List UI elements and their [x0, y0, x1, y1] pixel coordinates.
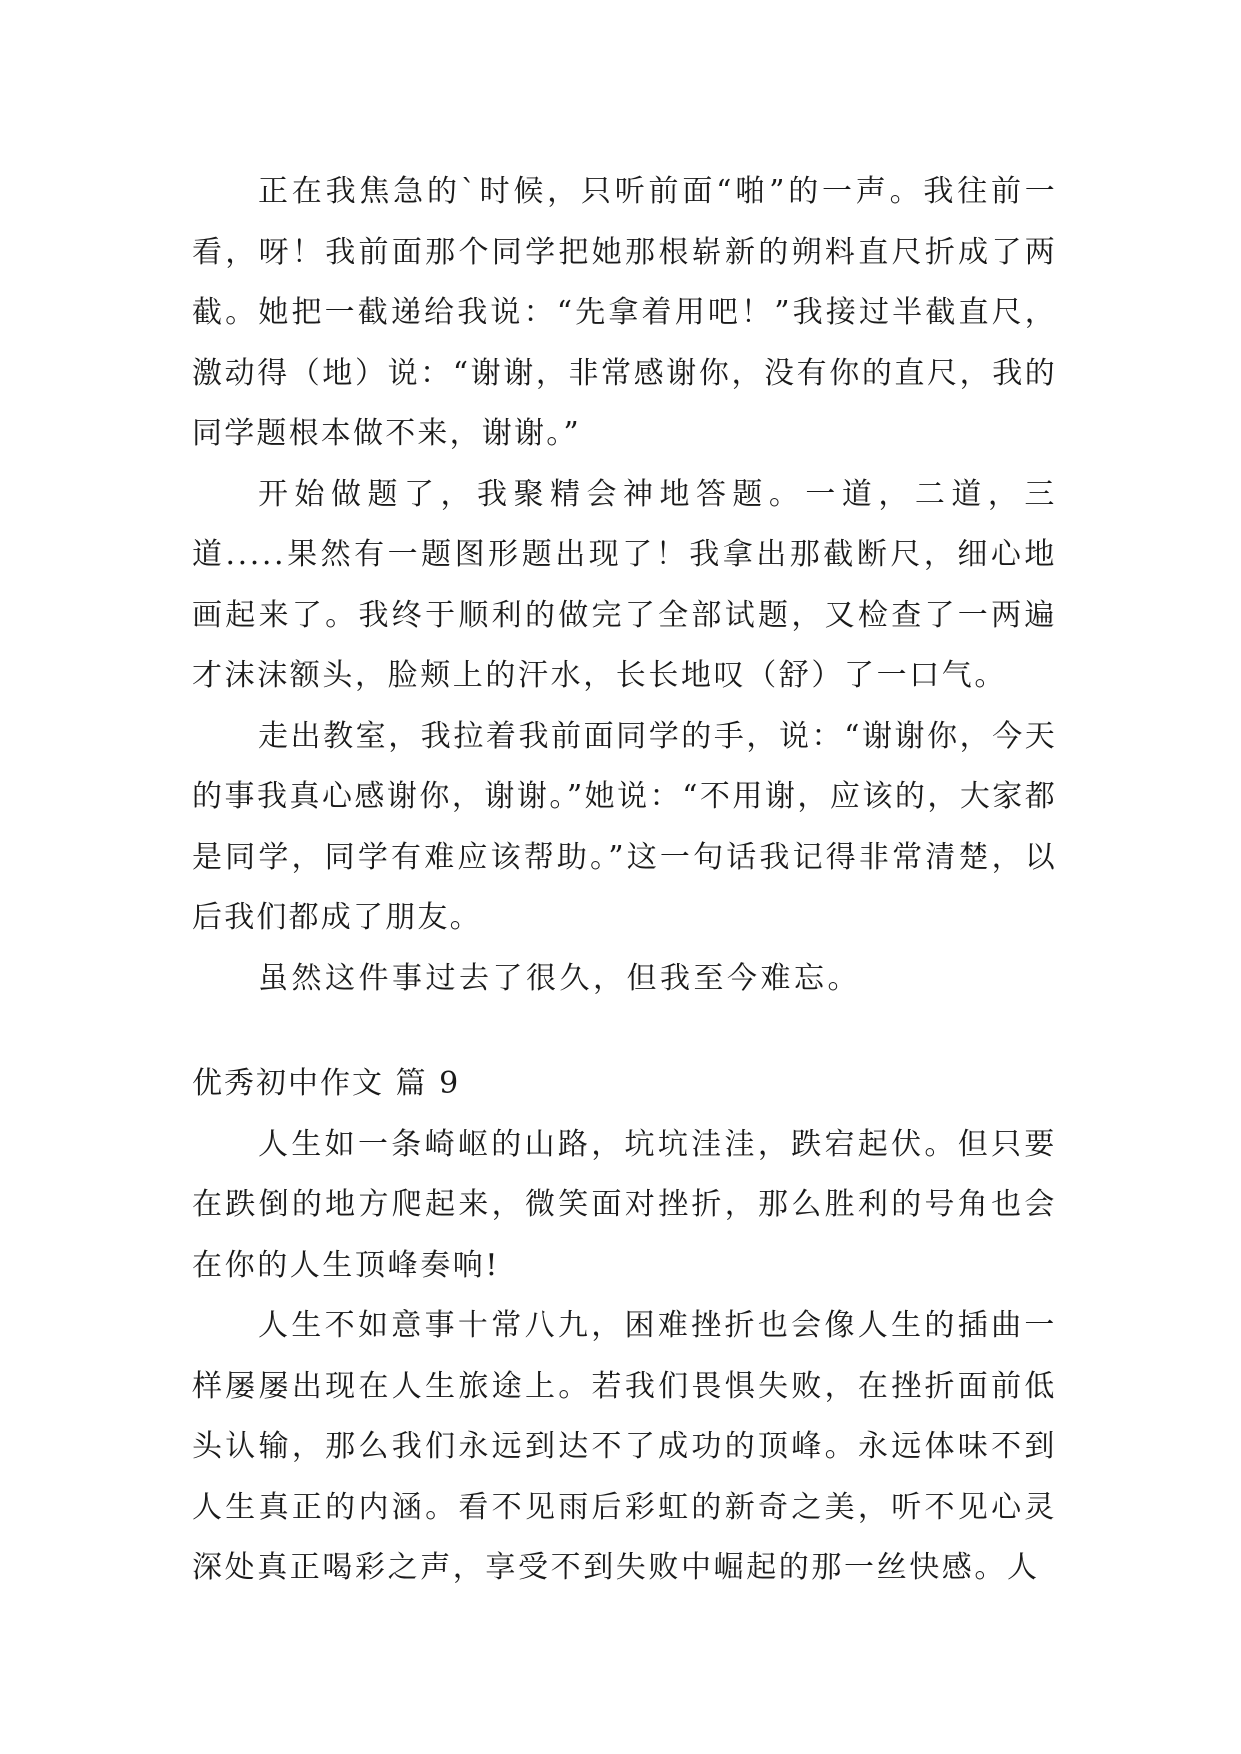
- section-gap: [192, 1009, 1057, 1054]
- paragraph: 正在我焦急的`时候，只听前面“啪”的一声。我往前一看，呀！我前面那个同学把她那根崭新的朔料直尺折成了两截。她把一截递给我说：“先拿着用吧！”我接过半截直尺，激动得（地）说：“谢谢，非常感谢你，没有你的直尺，我的同学题根本做不来，谢谢。”: [192, 174, 1057, 451]
- paragraph: 人生不如意事十常八九，困难挫折也会像人生的插曲一样屡屡出现在人生旅途上。若我们畏惧失败，在挫折面前低头认输，那么我们永远到达不了成功的顶峰。永远体味不到人生真正的内涵。看不见雨后彩虹的新奇之美，听不见心灵深处真正喝彩之声，享受不到失败中崛起的那一丝快感。人: [192, 1308, 1057, 1585]
- paragraph: 人生如一条崎岖的山路，坑坑洼洼，跌宕起伏。但只要在跌倒的地方爬起来，微笑面对挫折，那么胜利的号角也会在你的人生顶峰奏响!: [192, 1126, 1057, 1283]
- document-page: [192, 162, 1057, 1599]
- section-heading: 优秀初中作文 篇 9: [192, 1066, 461, 1101]
- paragraph: 走出教室，我拉着我前面同学的手，说：“谢谢你，今天的事我真心感谢你，谢谢。”她说：“不用谢，应该的，大家都是同学，同学有难应该帮助。”这一句话我记得非常清楚，以后我们都成了朋友。: [192, 718, 1057, 935]
- paragraph: 开始做题了，我聚精会神地答题。一道，二道，三道.....果然有一题图形题出现了！我拿出那截断尺，细心地画起来了。我终于顺利的做完了全部试题，又检查了一两遍才沫沫额头，脸颊上的汗水，长长地叹（舒）了一口气。: [192, 476, 1057, 693]
- paragraph: 虽然这件事过去了很久，但我至今难忘。: [258, 960, 861, 996]
